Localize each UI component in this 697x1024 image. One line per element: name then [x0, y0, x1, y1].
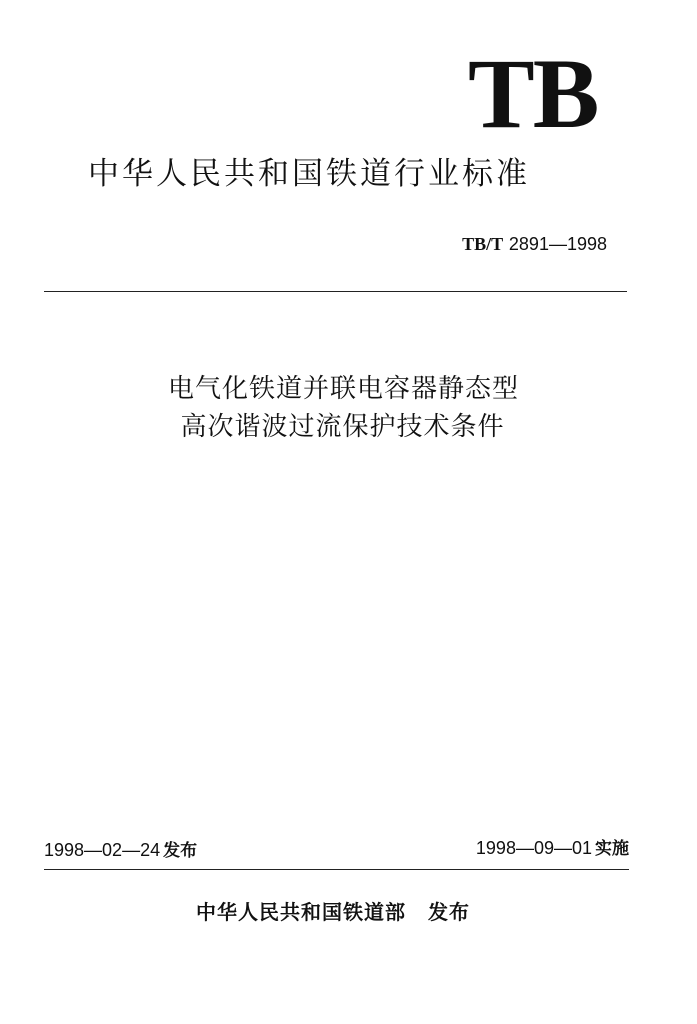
issue-date-block	[44, 838, 197, 863]
effective-date-block	[476, 836, 629, 861]
document-title-line1: 电气化铁道并联电容器静态型	[167, 374, 519, 404]
issue-date: 1998—02—24	[44, 840, 161, 860]
standard-code-prefix: TB/T	[462, 234, 504, 254]
standard-code-number: 2891—1998	[508, 234, 607, 254]
document-title	[0, 370, 697, 446]
top-divider	[44, 291, 627, 292]
document-title-line2: 高次谐波过流保护技术条件	[180, 412, 505, 442]
standard-code	[462, 232, 607, 257]
publisher-name: 中华人民共和国铁道部	[196, 900, 406, 924]
bottom-divider	[44, 869, 629, 870]
effective-label: 实施	[595, 839, 629, 859]
publish-action: 发布	[428, 900, 470, 924]
tb-logo: TB	[468, 38, 598, 149]
effective-date: 1998—09—01	[475, 838, 592, 858]
publisher-line	[196, 898, 470, 926]
organization-title: 中华人民共和国铁道行业标准	[88, 156, 530, 192]
issue-label: 发布	[163, 841, 198, 861]
